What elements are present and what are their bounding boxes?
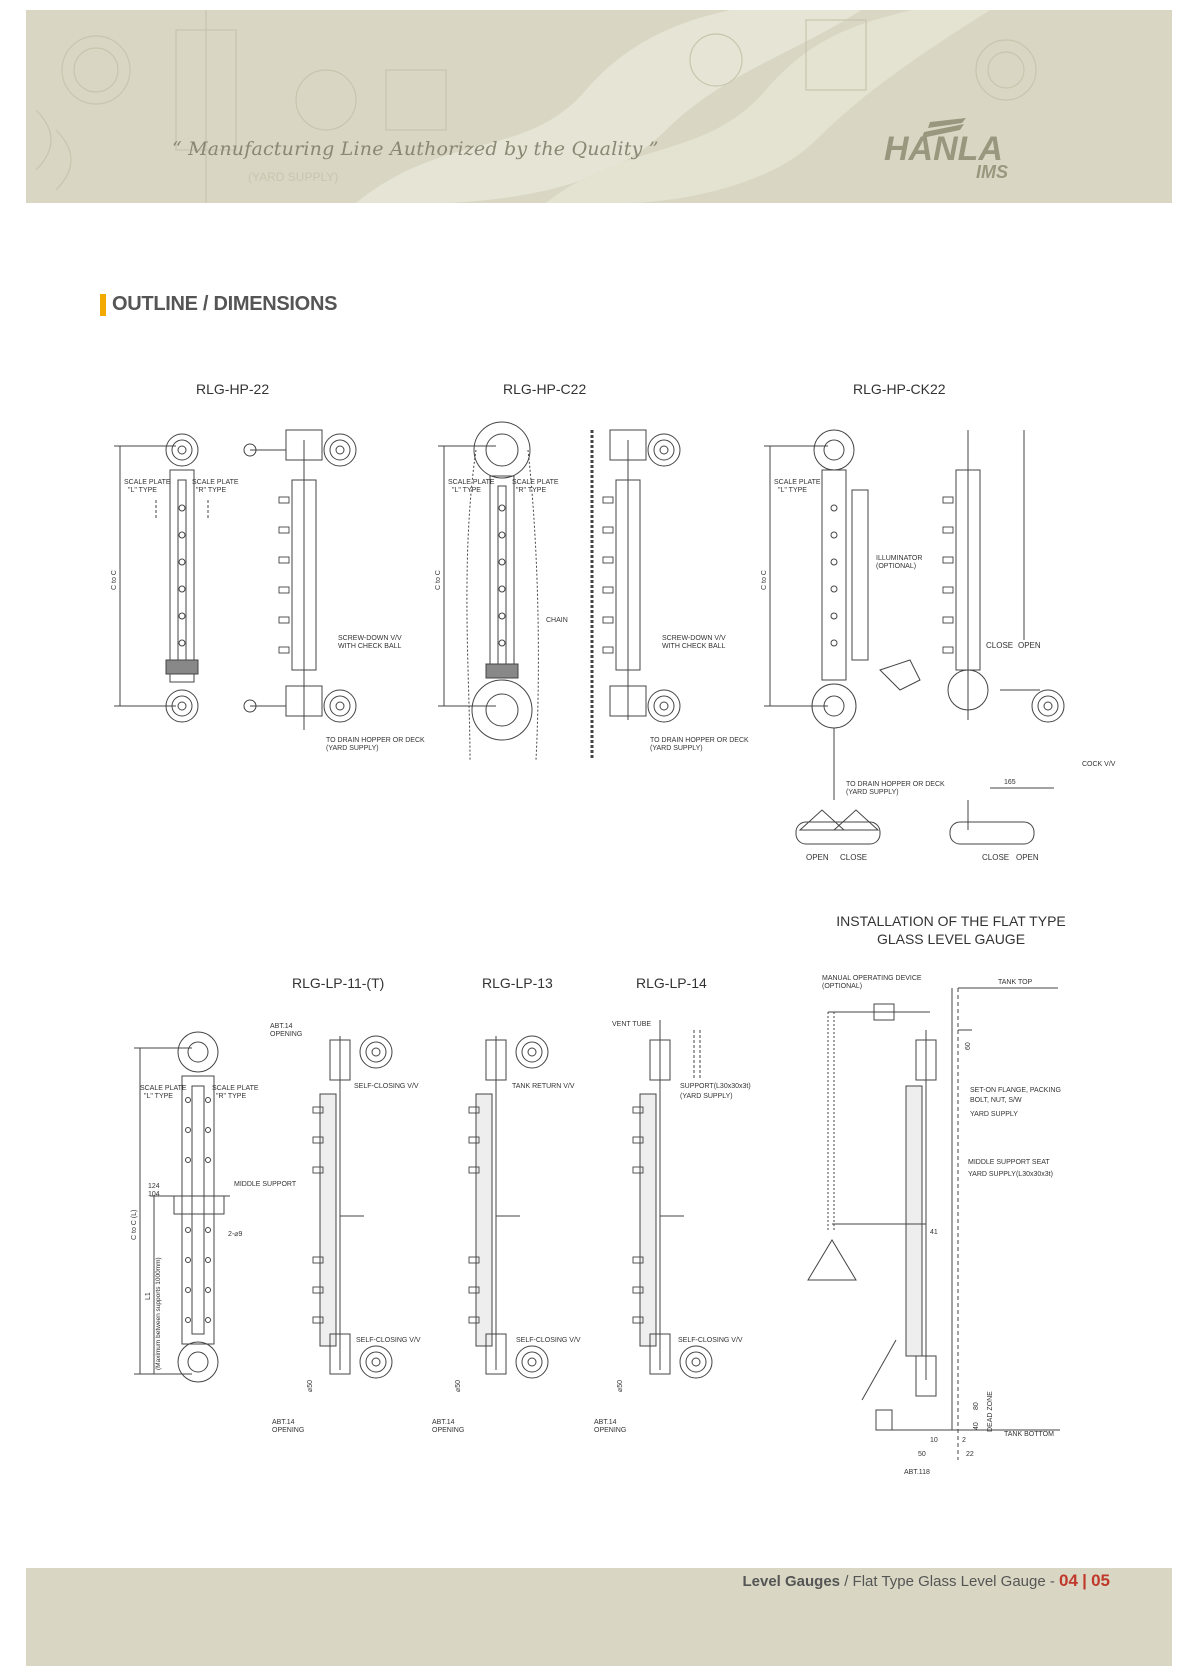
- label-scale-r-type: "R" TYPE: [196, 487, 227, 494]
- label-dim-41: 41: [930, 1229, 938, 1236]
- label-illuminator: ILLUMINATOR: [876, 555, 923, 562]
- label-dim-2: 2: [962, 1437, 966, 1444]
- label-dim-22: 22: [966, 1451, 974, 1458]
- footer-page-separator: |: [1082, 1571, 1087, 1590]
- installation-title-line2: GLASS LEVEL GAUGE: [876, 931, 1026, 947]
- footer-product: Flat Type Glass Level Gauge -: [852, 1573, 1055, 1590]
- model-title-rlg-hp-c22: RLG-HP-C22: [503, 381, 587, 397]
- label-dim-40: 40: [973, 1422, 980, 1430]
- rlg-hp-ck22-bolts: [831, 497, 953, 653]
- label-abt14-lp11-bottom: ABT.14: [272, 1419, 295, 1426]
- rlg-hp-22-bolts: [179, 497, 289, 653]
- model-title-rlg-hp-22: RLG-HP-22: [196, 381, 270, 397]
- label-abt14-lp11-top: ABT.14: [270, 1023, 293, 1030]
- label-phi50-lp11: ⌀50: [307, 1379, 314, 1392]
- rlg-hp-c22-bolts: [499, 497, 613, 653]
- logo-sub: IMS: [976, 162, 1009, 178]
- footer-separator: /: [840, 1573, 853, 1590]
- header-bg-text: (YARD SUPPLY): [248, 170, 339, 184]
- header-tagline: “ Manufacturing Line Authorized by the Quality ”: [172, 138, 659, 160]
- label-tank-return: TANK RETURN V/V: [512, 1083, 575, 1090]
- label-l1: L1: [145, 1292, 152, 1300]
- label-set-on-flange: SET-ON FLANGE, PACKING: [970, 1087, 1061, 1094]
- label-scale-plate-l-lp11: SCALE PLATE: [140, 1085, 187, 1092]
- label-scale-plate-l-c22: SCALE PLATE: [448, 479, 495, 486]
- label-tank-top: TANK TOP: [998, 979, 1033, 986]
- label-bolt-nut: BOLT, NUT, S/W: [970, 1097, 1022, 1104]
- label-dim-60: 60: [965, 1042, 972, 1050]
- label-chain: CHAIN: [546, 617, 568, 624]
- label-screw-down: SCREW-DOWN V/V: [338, 635, 402, 642]
- label-opening-lp14: OPENING: [594, 1427, 627, 1434]
- footer-category: Level Gauges: [742, 1573, 841, 1590]
- model-title-rlg-lp-13: RLG-LP-13: [482, 975, 553, 991]
- label-scale-l-type-lp11: "L" TYPE: [144, 1093, 173, 1100]
- model-title-rlg-lp-14: RLG-LP-14: [636, 975, 707, 991]
- rlg-lp-11-bolts: [186, 1098, 211, 1323]
- label-support-angle: SUPPORT(L30x30x3t): [680, 1083, 751, 1090]
- label-self-closing-lp11-top: SELF-CLOSING V/V: [354, 1083, 419, 1090]
- model-title-rlg-lp-11-t: RLG-LP-11-(T): [292, 975, 385, 991]
- label-phi50-lp14: ⌀50: [617, 1379, 624, 1392]
- label-seton-yard: YARD SUPPLY: [970, 1111, 1018, 1118]
- footer: [0, 1571, 1200, 1617]
- drawing-rlg-hp-22: [114, 430, 356, 730]
- label-max-between: (Maximum between supports 1000mm): [155, 1257, 162, 1370]
- model-title-rlg-hp-ck22: RLG-HP-CK22: [853, 381, 946, 397]
- label-open-ck22: OPEN: [806, 853, 829, 862]
- installation-title-line1: INSTALLATION OF THE FLAT TYPE: [836, 913, 1066, 929]
- logo-main: HANLA: [884, 130, 1003, 168]
- label-tank-bottom: TANK BOTTOM: [1004, 1431, 1054, 1438]
- label-yard-supply-c22: (YARD SUPPLY): [650, 745, 703, 752]
- label-manual-optional: (OPTIONAL): [822, 983, 863, 990]
- label-scale-l-type-c22: "L" TYPE: [452, 487, 481, 494]
- label-dim-10: 10: [930, 1437, 938, 1444]
- label-drain: TO DRAIN HOPPER OR DECK: [326, 737, 425, 744]
- label-opening-lp13: OPENING: [432, 1427, 465, 1434]
- drawing-installation: [808, 988, 1060, 1460]
- drawing-rlg-lp-side-views: [320, 1020, 712, 1378]
- label-scale-plate-l-ck22: SCALE PLATE: [774, 479, 821, 486]
- label-phi50-lp13: ⌀50: [455, 1379, 462, 1392]
- label-cock-valve: COCK V/V: [1082, 761, 1116, 768]
- label-screw-down-c22: SCREW-DOWN V/V: [662, 635, 726, 642]
- label-manual-device: MANUAL OPERATING DEVICE: [822, 975, 922, 982]
- label-scale-r-type-c22: "R" TYPE: [516, 487, 547, 494]
- label-c-to-c-c22: C to C: [435, 570, 442, 590]
- label-dead-zone: DEAD ZONE: [987, 1391, 994, 1432]
- label-abt14-lp13: ABT.14: [432, 1419, 455, 1426]
- section-title: OUTLINE / DIMENSIONS: [112, 293, 338, 315]
- label-scale-plate-l: SCALE PLATE: [124, 479, 171, 486]
- label-scale-l-type-ck22: "L" TYPE: [778, 487, 807, 494]
- label-scale-r-type-lp11: "R" TYPE: [216, 1093, 247, 1100]
- label-scale-plate-r: SCALE PLATE: [192, 479, 239, 486]
- label-dim-80: 80: [973, 1402, 980, 1410]
- label-dim-50: 50: [918, 1451, 926, 1458]
- label-drain-ck22: TO DRAIN HOPPER OR DECK: [846, 781, 945, 788]
- label-opening-lp11-bottom: OPENING: [272, 1427, 305, 1434]
- label-close: CLOSE: [986, 641, 1014, 650]
- label-open-ck22-side: OPEN: [1016, 853, 1039, 862]
- label-abt14-lp14: ABT.14: [594, 1419, 617, 1426]
- drawing-rlg-hp-c22: [438, 422, 680, 760]
- label-c-to-c-ck22: C to C: [761, 570, 768, 590]
- label-phi9: 2-⌀9: [228, 1231, 243, 1238]
- label-middle-seat: MIDDLE SUPPORT SEAT: [968, 1159, 1050, 1166]
- label-support-yard: (YARD SUPPLY): [680, 1093, 733, 1100]
- label-abt118: ABT.118: [904, 1469, 930, 1476]
- label-middle-support: MIDDLE SUPPORT: [234, 1181, 297, 1188]
- label-drain-c22: TO DRAIN HOPPER OR DECK: [650, 737, 749, 744]
- label-close-ck22-side: CLOSE: [982, 853, 1010, 862]
- label-dim-165: 165: [1004, 779, 1016, 786]
- label-scale-l-type: "L" TYPE: [128, 487, 157, 494]
- label-vent-tube: VENT TUBE: [612, 1021, 652, 1028]
- footer-page-left: 04: [1059, 1571, 1078, 1590]
- label-check-ball: WITH CHECK BALL: [338, 643, 402, 650]
- label-middle-seat-yard: YARD SUPPLY(L30x30x3t): [968, 1171, 1053, 1178]
- footer-page-right: 05: [1091, 1571, 1110, 1590]
- label-c-to-c: C to C: [111, 570, 118, 590]
- label-c-to-c-l: C to C (L): [131, 1209, 138, 1240]
- label-self-closing-lp14: SELF-CLOSING V/V: [678, 1337, 743, 1344]
- label-self-closing-lp13: SELF-CLOSING V/V: [516, 1337, 581, 1344]
- label-scale-plate-r-lp11: SCALE PLATE: [212, 1085, 259, 1092]
- label-dim-104: 104: [148, 1191, 160, 1198]
- label-illuminator-optional: (OPTIONAL): [876, 563, 917, 570]
- label-self-closing-lp11-bottom: SELF-CLOSING V/V: [356, 1337, 421, 1344]
- footer-text: [742, 1571, 1110, 1591]
- label-check-ball-c22: WITH CHECK BALL: [662, 643, 726, 650]
- label-opening-lp11-top: OPENING: [270, 1031, 303, 1038]
- label-yard-supply-ck22: (YARD SUPPLY): [846, 789, 899, 796]
- label-close-ck22: CLOSE: [840, 853, 868, 862]
- label-open: OPEN: [1018, 641, 1041, 650]
- label-dim-124: 124: [148, 1183, 160, 1190]
- label-scale-plate-r-c22: SCALE PLATE: [512, 479, 559, 486]
- label-yard-supply: (YARD SUPPLY): [326, 745, 379, 752]
